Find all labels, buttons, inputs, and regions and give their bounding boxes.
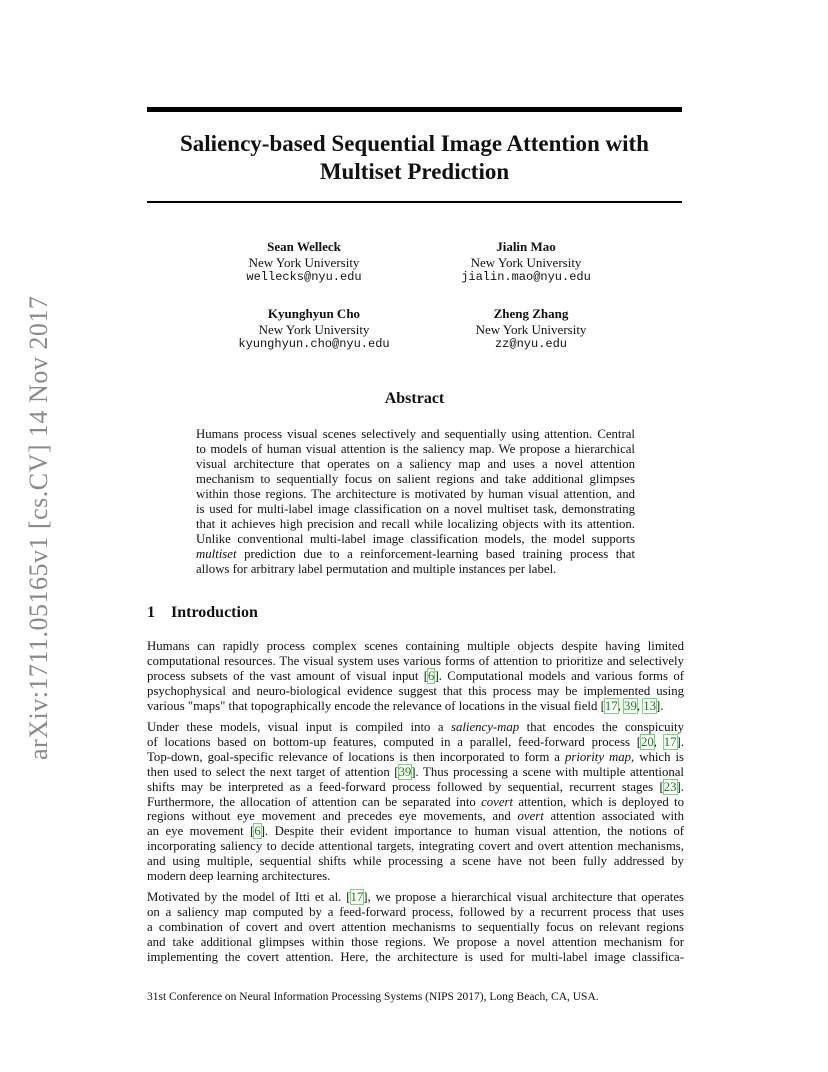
paragraph-line: [147, 809, 684, 824]
citation-link[interactable]: 17: [604, 698, 618, 713]
citation-link[interactable]: 17: [663, 734, 677, 749]
text: that encodes the conspicuity: [519, 720, 684, 734]
text: ], we propose a hierarchical visual architecture that operates: [363, 890, 684, 904]
citation-link[interactable]: 6: [254, 824, 261, 839]
text: attention, which is deployed to: [513, 794, 684, 809]
conference-footer: 31st Conference on Neural Information Processing Systems (NIPS 2017), Long Beach, CA, USA.: [147, 991, 599, 1003]
paragraph-line: [147, 720, 684, 735]
title-bottom-rule: [147, 201, 682, 203]
emphasis: covert: [481, 794, 514, 809]
text: ].: [676, 734, 684, 749]
paragraph-line: incorporating saliency to decide attentional targets, integrating covert and overt attention mechanisms,: [147, 839, 684, 854]
section-heading: [147, 604, 258, 622]
emphasis: overt: [517, 809, 544, 824]
citation-link[interactable]: 17: [350, 890, 364, 904]
text: , which is: [631, 749, 684, 764]
citation-link[interactable]: 39: [624, 698, 637, 713]
abstract-text: prediction due to a reinforcement-learning based training process that: [236, 547, 635, 561]
text: ]. Thus processing a scene with multiple attentional: [411, 764, 684, 779]
author-block: [194, 306, 434, 353]
text: shifts may be interpreted as a feed-forward process followed by sequential, recurrent stages [: [147, 779, 664, 794]
text: ]. Computational models and various forms of: [434, 668, 684, 683]
paragraph-line: of locations based on bottom-up features, computed in a parallel, feed-forward process [20, 17].: [147, 734, 684, 749]
abstract-line: mechanism to sequentially focus on salient regions and take additional glimpses: [196, 472, 635, 486]
text: ].: [656, 698, 664, 713]
text: Furthermore, the allocation of attention can be separated into: [147, 794, 482, 809]
paragraph-line: on a saliency map computed by a feed-forward process, followed by a recurrent process that uses: [147, 904, 684, 919]
paragraph-line: [147, 750, 684, 765]
paragraph-line: Humans can rapidly process complex scenes containing multiple objects despite having limited: [147, 639, 684, 653]
abstract-line: visual architecture that operates on a saliency map and uses a novel attention: [196, 457, 635, 471]
abstract-heading: Abstract: [384, 390, 445, 407]
paragraph-line: and take additional glimpses within those regions. We propose a novel attention mechanism for: [147, 934, 684, 949]
paragraph-line: [147, 780, 684, 795]
abstract-line: to models of human visual attention is the saliency map. We propose a hierarchical: [196, 442, 635, 456]
paragraph-2: [147, 720, 684, 884]
abstract-line: that it achieves high precision and recall while localizing objects with its attention.: [196, 517, 635, 531]
text: regions without eye movement and precedes eye movements, and: [147, 809, 518, 824]
text: Top-down, goal-specific relevance of locations is then incorporated to form a: [147, 749, 565, 764]
text: various "maps" that topographically encode the relevance of locations in the visual field [: [147, 698, 605, 713]
title-line-1: Saliency-based Sequential Image Attention with: [180, 131, 649, 156]
author-name: Sean Welleck: [267, 239, 341, 254]
arxiv-side-stamp: arXiv:1711.05165v1 [cs.CV] 14 Nov 2017: [24, 295, 53, 760]
paragraph-1: [147, 639, 684, 714]
text: of locations based on bottom-up features, computed in a parallel, feed-forward process [: [147, 734, 641, 749]
paragraph-line: computational resources. The visual system uses various forms of attention to prioritize and selectively: [147, 653, 684, 668]
paragraph-line: [147, 824, 684, 839]
abstract-line: within those regions. The architecture is motivated by human visual attention, and: [196, 487, 635, 501]
citation-link[interactable]: 23: [663, 779, 677, 794]
paper-title: [147, 130, 682, 186]
author-email[interactable]: kyunghyun.cho@nyu.edu: [238, 337, 390, 351]
paragraph-line: a combination of covert and overt attention mechanisms to sequentially focus on relevant regions: [147, 919, 684, 934]
author-name: Jialin Mao: [496, 239, 556, 254]
author-affiliation: New York University: [475, 321, 587, 337]
author-affiliation: New York University: [248, 254, 360, 270]
author-block: [411, 306, 651, 353]
author-name: Kyunghyun Cho: [267, 306, 361, 321]
author-affiliation: New York University: [258, 321, 370, 337]
author-block: [184, 239, 424, 286]
abstract-body: [196, 427, 635, 577]
abstract-line: allows for arbitrary label permutation and multiple instances per label.: [196, 562, 557, 576]
paragraph-line: modern deep learning architectures.: [147, 869, 331, 884]
abstract-line: Unlike conventional multi-label image classification models, the model supports: [196, 532, 635, 546]
paragraph-line: [147, 795, 684, 810]
title-top-rule: [147, 107, 682, 112]
citation-link[interactable]: 6: [428, 668, 435, 683]
paragraph-line: various "maps" that topographically encode the relevance of locations in the visual field [17, 39, 13].: [147, 698, 664, 713]
author-email[interactable]: wellecks@nyu.edu: [246, 270, 362, 284]
citation-link[interactable]: 13: [643, 698, 657, 713]
emphasis: multiset: [196, 547, 237, 561]
text: process subsets of the vast amount of visual input [: [147, 668, 429, 683]
text: ].: [676, 779, 684, 794]
citation-link[interactable]: 20: [640, 734, 654, 749]
title-line-2: Multiset Prediction: [319, 159, 510, 184]
text: then used to select the next target of attention [: [147, 764, 399, 779]
paragraph-line: [147, 765, 684, 780]
author-email[interactable]: jialin.mao@nyu.edu: [461, 270, 591, 284]
author-affiliation: New York University: [470, 254, 582, 270]
abstract-line: Humans process visual scenes selectively and sequentially using attention. Central: [196, 427, 635, 441]
citation-link[interactable]: 39: [398, 764, 412, 779]
section-title: Introduction: [171, 604, 258, 621]
abstract-line: [196, 547, 635, 562]
emphasis: priority map: [564, 749, 632, 764]
text: ]. Despite their evident importance to human visual attention, the notions of: [260, 824, 684, 839]
paragraph-line: [147, 890, 684, 905]
paragraph-line: [147, 669, 684, 684]
paragraph-line: implementing the covert attention. Here, the architecture is used for multi-label image classifica-: [147, 949, 684, 964]
paragraph-line: and using multiple, sequential shifts while processing a scene have not been fully addressed by: [147, 854, 684, 869]
section-number: 1: [147, 604, 155, 621]
text: Under these models, visual input is compiled into a: [147, 720, 451, 734]
emphasis: saliency-map: [450, 720, 520, 734]
text: an eye movement [: [147, 824, 255, 839]
text: attention associated with: [543, 809, 685, 824]
abstract-line: is used for multi-label image classification on a novel multiset task, demonstrating: [196, 502, 635, 516]
author-block: [406, 239, 646, 286]
author-email[interactable]: zz@nyu.edu: [494, 337, 567, 351]
text: Motivated by the model of Itti et al. [: [147, 890, 351, 904]
author-name: Zheng Zhang: [493, 306, 569, 321]
paragraph-3: [147, 890, 684, 965]
paragraph-line: psychophysical and neuro-biological evidence suggest that this process may be implemented using: [147, 683, 684, 698]
